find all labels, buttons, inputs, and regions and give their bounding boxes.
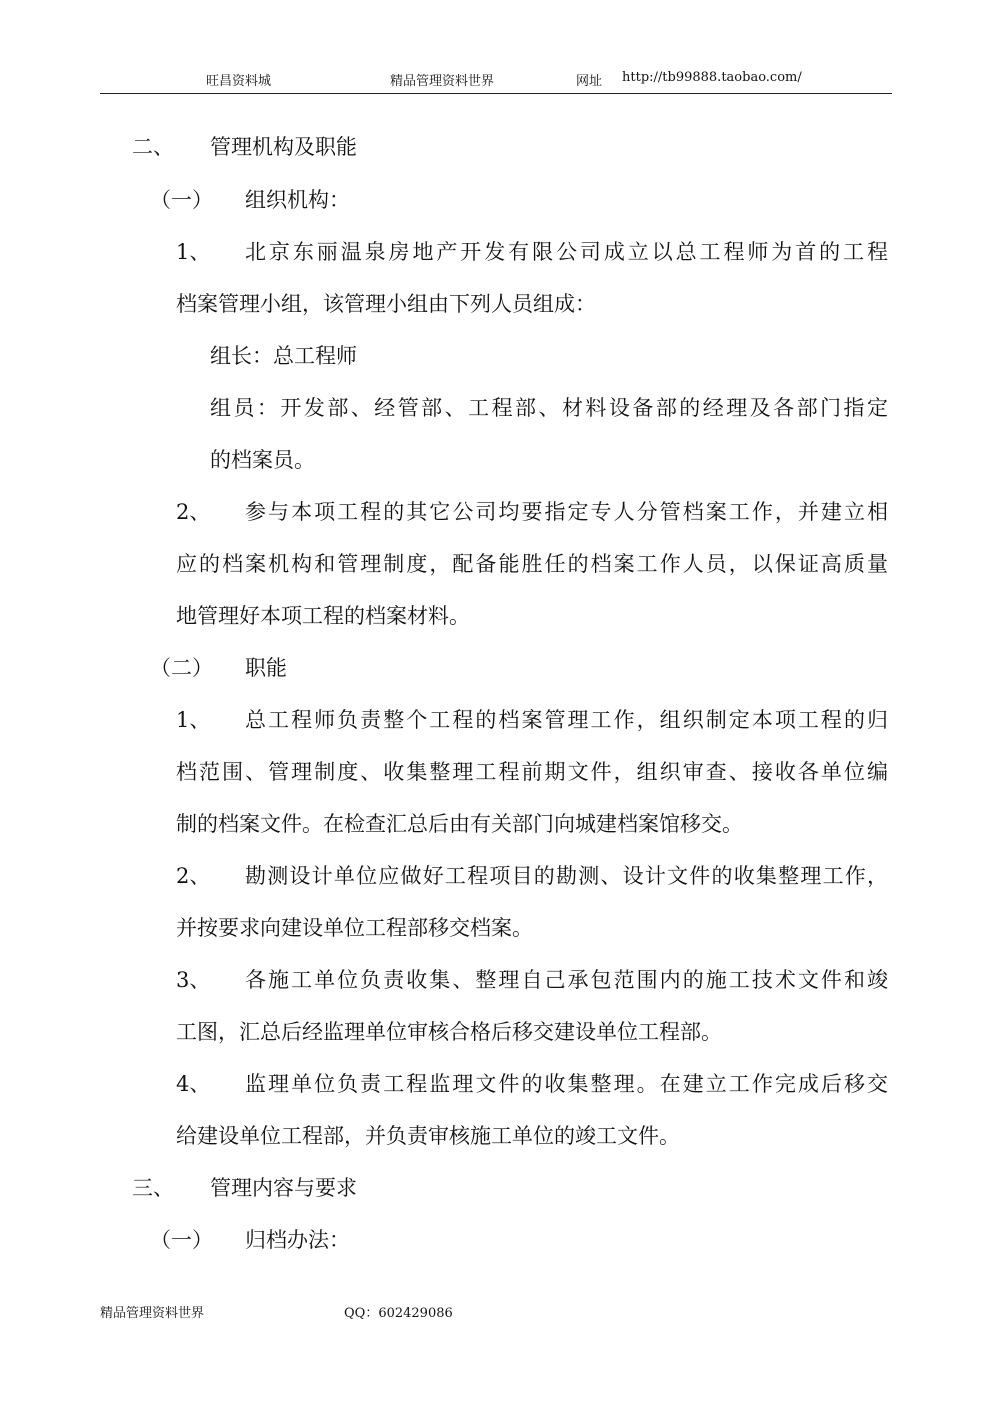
paragraph-line: 监理单位负责工程监理文件的收集整理。在建立工作完成后移交: [245, 1072, 888, 1096]
subsection-heading: 组织机构：: [245, 188, 350, 212]
paragraph-line: 总工程师负责整个工程的档案管理工作，组织制定本项工程的归: [245, 708, 888, 732]
page-header: [100, 70, 892, 94]
paragraph-line: 应的档案机构和管理制度，配备能胜任的档案工作人员，以保证高质量: [176, 552, 888, 576]
item-number: 1、: [176, 240, 211, 264]
members-line: 组员：开发部、经管部、工程部、材料设备部的经理及各部门指定: [210, 396, 888, 420]
header-divider: [100, 93, 892, 94]
subsection-number: （一）: [150, 1228, 213, 1252]
header-left-text: 旺昌资料城: [206, 74, 272, 89]
paragraph-line: 勘测设计单位应做好工程项目的勘测、设计文件的收集整理工作，: [245, 864, 888, 888]
header-center-text: 精品管理资料世界: [390, 74, 495, 89]
subsection-heading: 职能: [245, 656, 287, 680]
paragraph-line: 工图，汇总后经监理单位审核合格后移交建设单位工程部。: [176, 1020, 722, 1044]
paragraph-line: 档案管理小组，该管理小组由下列人员组成：: [176, 292, 596, 316]
footer-qq-number: 602429086: [378, 1306, 453, 1321]
footer-qq: [344, 1302, 453, 1321]
section-number: 二、: [132, 135, 174, 159]
paragraph-line: 制的档案文件。在检查汇总后由有关部门向城建档案馆移交。: [176, 812, 743, 836]
item-number: 3、: [176, 968, 211, 992]
paragraph-line: 并按要求向建设单位工程部移交档案。: [176, 916, 533, 940]
paragraph-line: 参与本项工程的其它公司均要指定专人分管档案工作，并建立相: [245, 500, 888, 524]
paragraph-line: 各施工单位负责收集、整理自己承包范围内的施工技术文件和竣: [245, 968, 888, 992]
item-number: 4、: [176, 1072, 211, 1096]
paragraph-line: 地管理好本项工程的档案材料。: [176, 604, 470, 628]
section-heading: 管理内容与要求: [210, 1176, 357, 1200]
subsection-number: （一）: [150, 188, 213, 212]
members-line: 的档案员。: [210, 448, 315, 472]
section-number: 三、: [132, 1176, 174, 1200]
subsection-number: （二）: [150, 656, 213, 680]
paragraph-line: 给建设单位工程部，并负责审核施工单位的竣工文件。: [176, 1124, 680, 1148]
paragraph-line: 档范围、管理制度、收集整理工程前期文件，组织审查、接收各单位编: [176, 760, 888, 784]
item-number: 2、: [176, 864, 211, 888]
header-url-label: 网址: [576, 74, 603, 89]
footer-qq-label: QQ：: [344, 1306, 379, 1321]
footer-left-text: 精品管理资料世界: [100, 1306, 205, 1321]
paragraph-line: 北京东丽温泉房地产开发有限公司成立以总工程师为首的工程: [245, 240, 888, 264]
header-url-link[interactable]: http://tb99888.taobao.com/: [622, 70, 802, 85]
section-heading: 管理机构及职能: [210, 135, 357, 159]
item-number: 2、: [176, 500, 211, 524]
leader-line: 组长：总工程师: [210, 344, 357, 368]
subsection-heading: 归档办法：: [245, 1228, 350, 1252]
item-number: 1、: [176, 708, 211, 732]
